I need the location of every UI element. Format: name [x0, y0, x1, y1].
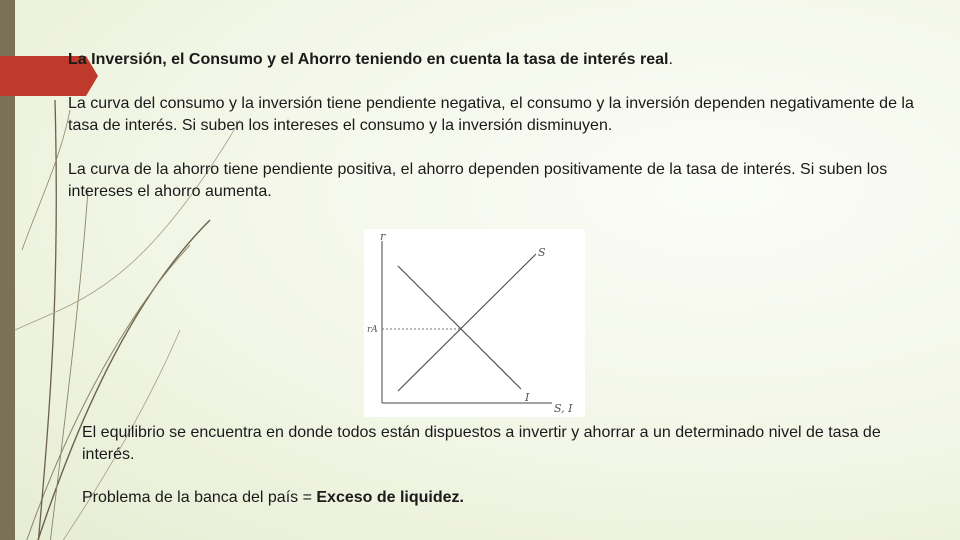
bank-problem-text: Problema de la banca del país = — [82, 489, 317, 506]
paragraph-equilibrium: El equilibrio se encuentra en donde todos están dispuestos a invertir y ahorrar a un determinado nivel de tasa de interés. — [82, 424, 881, 463]
equilibrium-rate-label: rA — [367, 325, 378, 335]
paragraph-consumption: La curva del consumo y la inversión tiene pendiente negativa, el consumo y la inversión dependen negativamente de la tasa de interés. Si suben los intereses el consumo y la inversión disminuyen. — [68, 95, 914, 134]
paragraph-saving: La curva de la ahorro tiene pendiente positiva, el ahorro dependen positivamente de la tasa de interés. Si suben los intereses el ahorro aumenta. — [68, 161, 888, 200]
x-axis-label: S, I — [554, 402, 573, 415]
saving-investment-diagram — [364, 229, 585, 417]
paragraph-bank-problem — [82, 487, 932, 509]
title-period: . — [668, 51, 673, 68]
y-axis-label: r — [380, 230, 386, 243]
title-text: La Inversión, el Consumo y el Ahorro teniendo en cuenta la tasa de interés real — [68, 51, 669, 68]
investment-curve-label: I — [525, 391, 530, 404]
investment-curve — [398, 266, 521, 389]
excess-liquidity-text: Exceso de liquidez. — [316, 489, 464, 506]
slide-title — [68, 49, 928, 71]
saving-curve-label: S — [538, 246, 546, 259]
saving-curve — [398, 254, 536, 391]
